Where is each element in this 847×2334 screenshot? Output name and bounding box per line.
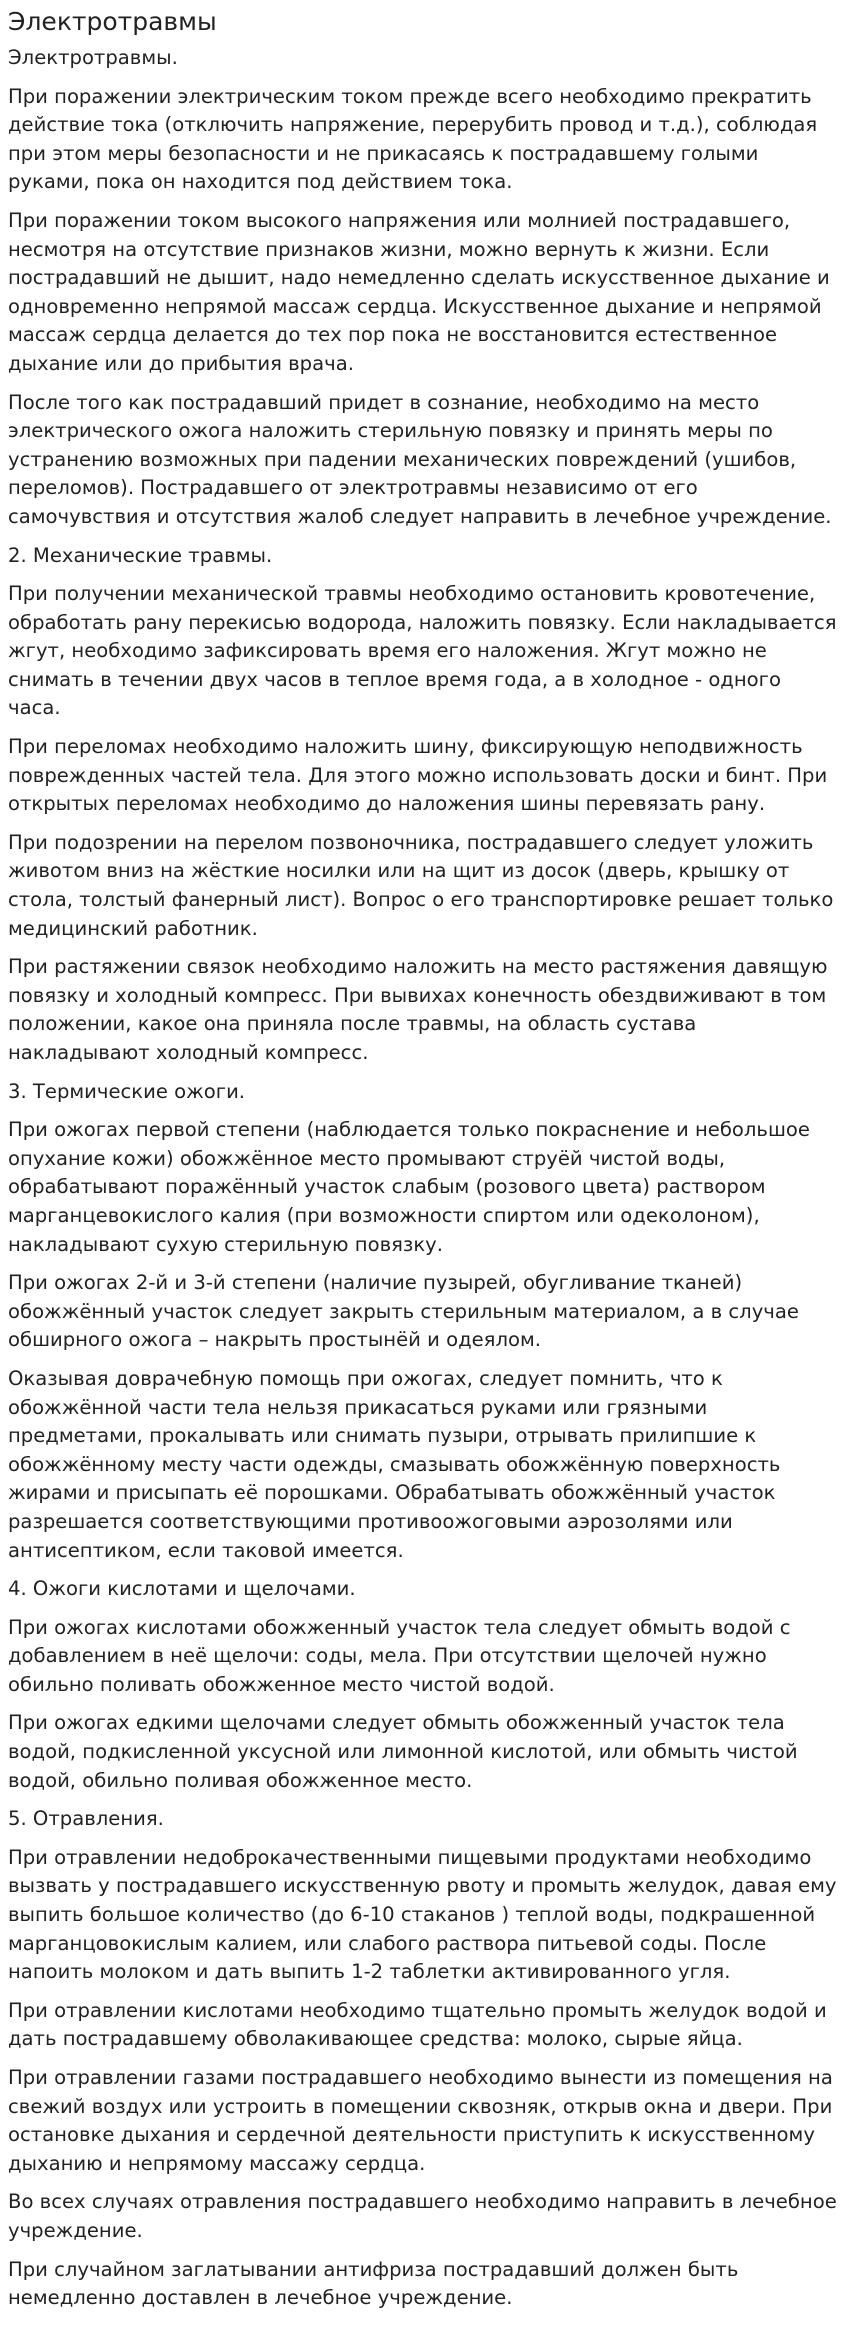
section-heading: 2. Механические травмы. — [8, 543, 273, 567]
paragraph: Электротравмы. — [8, 46, 178, 69]
paragraph: При случайном заглатывании антифриза пострадавший должен быть немедленно доставлен в лечебное учреждение. — [8, 2257, 739, 2310]
paragraph: Во всех случаях отравления пострадавшего необходимо направить в лечебное учреждение. — [8, 2190, 837, 2242]
paragraph: При отравлении недоброкачественными пищевыми продуктами необходимо вызвать у пострадавшего искусственную рвоту и промыть желудок, давая ему выпить большое количество (до 6-10 стаканов ) теплой воды, подкрашенной марганцовокислым калием, или слабого раствора питьевой соды. После напоить молоком и дать выпить 1-2 таблетки активированного угля. — [8, 1845, 837, 1984]
paragraph: При поражении током высокого напряжения или молнией пострадавшего, несмотря на отсутствие признаков жизни, можно вернуть к жизни. Если пострадавший не дышит, надо немедленно сделать искусственное дыхание и одновременно непрямой массаж сердца. Искусственное дыхание и непрямой массаж сердца делается до тех пор пока не восстановится естественное дыхание или до прибытия врача. — [8, 208, 830, 375]
section-heading: 3. Термические ожоги. — [8, 1079, 246, 1103]
section-heading: 5. Отравления. — [8, 1807, 164, 1831]
paragraph: При отравлении кислотами необходимо тщательно промыть желудок водой и дать пострадавшему обволакивающее средства: молоко, сырые яйца. — [8, 1998, 827, 2051]
paragraph: При переломах необходимо наложить шину, фиксирующую неподвижность поврежденных частей тела. Для этого можно использовать доски и бинт. При открытых переломах необходимо до наложения шины перевязать рану. — [8, 735, 828, 816]
paragraph: При подозрении на перелом позвоночника, пострадавшего следует уложить животом вниз на жёсткие носилки или на щит из досок (дверь, крышку от стола, толстый фанерный лист). Вопрос о его транспортировке решает только медицинский работник. — [8, 830, 834, 940]
section-heading: 4. Ожоги кислотами и щелочами. — [8, 1577, 356, 1601]
paragraph: При отравлении газами пострадавшего необходимо вынести из помещения на свежий воздух или устроить в помещении сквозняк, открыв окна и двери. При остановке дыхания и сердечной деятельности приступить к искусственному дыханию и непрямому массажу сердца. — [8, 2066, 833, 2175]
paragraph: При растяжении связок необходимо наложить на место растяжения давящую повязку и холодный компресс. При вывихах конечность обездвиживают в том положении, какое она приняла после травмы, на область сустава накладывают холодный компресс. — [8, 955, 828, 1064]
page-title: Электротравмы — [8, 7, 217, 36]
paragraph: При поражении электрическим током прежде всего необходимо прекратить действие тока (отключить напряжение, перерубить провод и т.д.), соблюдая при этом меры безопасности и не прикасаясь к пострадавшему голыми руками, пока он находится под действием тока. — [8, 84, 818, 194]
paragraph: После того как пострадавший придет в сознание, необходимо на место электрического ожога наложить стерильную повязку и принять меры по устранению возможных при падении механических повреждений (ушибов, переломов). Пострадавшего от электротравмы независимо от его самочувствия и отсутствия жалоб следует направить в лечебное учреждение. — [8, 390, 832, 528]
paragraph: При ожогах едкими щелочами следует обмыть обожженный участок тела водой, подкисленной уксусной или лимонной кислотой, или обмыть чистой водой, обильно поливая обожженное место. — [8, 1711, 798, 1792]
paragraph: При ожогах 2-й и 3-й степени (наличие пузырей, обугливание тканей) обожжённый участок следует закрыть стерильным материалом, а в случае обширного ожога – накрыть простынёй и одеялом. — [8, 1271, 799, 1352]
paragraph: При получении механической травмы необходимо остановить кровотечение, обработать рану перекисью водорода, наложить повязку. Если накладывается жгут, необходимо зафиксировать время его наложения. Жгут можно не снимать в течении двух часов в теплое время года, а в холодное - одного часа. — [8, 582, 837, 720]
article-body — [8, 44, 839, 2313]
paragraph: При ожогах кислотами обожженный участок тела следует обмыть водой с добавлением в неё щелочи: соды, мела. При отсутствии щелочей нужно обильно поливать обожженное место чистой водой. — [8, 1615, 791, 1696]
paragraph: Оказывая доврачебную помощь при ожогах, следует помнить, что к обожжённой части тела нельзя прикасаться руками или грязными предметами, прокалывать или снимать пузыри, отрывать прилипшие к обожжённому месту части одежды, смазывать обожжённую поверхность жирами и присыпать её порошками. Обрабатывать обожжённый участок разрешается соответствующими противоожоговыми аэрозолями или антисептиком, если таковой имеется. — [8, 1366, 781, 1562]
paragraph: При ожогах первой степени (наблюдается только покраснение и небольшое опухание кожи) обожжённое место промывают струёй чистой воды, обрабатывают поражённый участок слабым (розового цвета) раствором марганцевокислого калия (при возможности спиртом или одеколоном), накладывают сухую стерильную повязку. — [8, 1118, 810, 1256]
